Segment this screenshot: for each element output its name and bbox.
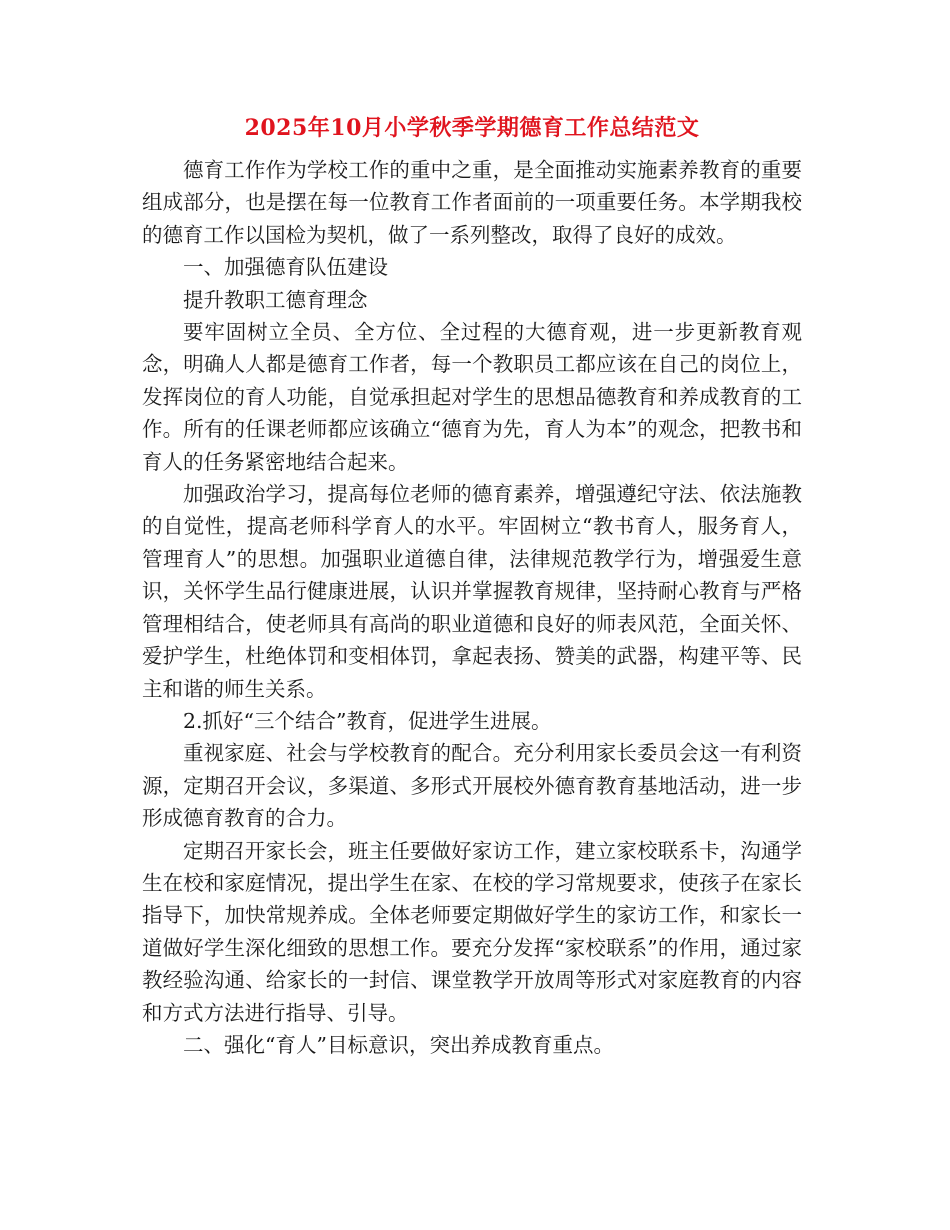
- paragraph-parent-meeting: 定期召开家长会，班主任要做好家访工作，建立家校联系卡，沟通学生在校和家庭情况，提出学生在家、在校的学习常规要求，使孩子在家长指导下，加快常规养成。全体老师要定期做好学生的家访工作，和家长一道做好学生深化细致的思想工作。要充分发挥“家校联系”的作用，通过家教经验沟通、给家长的一封信、课堂教学开放周等形式对家庭教育的内容和方式方法进行指导、引导。: [142, 838, 802, 1025]
- paragraph-intro: 德育工作作为学校工作的重中之重，是全面推动实施素养教育的重要组成部分，也是摆在每一位教育工作者面前的一项重要任务。本学期我校的德育工作以国检为契机，做了一系列整改，取得了良好的成效。: [142, 158, 802, 247]
- subheading-three-combinations: 2.抓好“三个结合”教育，促进学生进展。: [183, 708, 552, 733]
- paragraph-family-society: 重视家庭、社会与学校教育的配合。充分利用家长委员会这一有利资源，定期召开会议，多渠道、多形式开展校外德育教育基地活动，进一步形成德育教育的合力。: [142, 741, 802, 831]
- paragraph-political-study: 加强政治学习，提高每位老师的德育素养，增强遵纪守法、依法施教的自觉性，提高老师科学育人的水平。牢固树立“教书育人，服务育人，管理育人”的思想。加强职业道德自律，法律规范教学行为，增强爱生意识，关怀学生品行健康进展，认识并掌握教育规律，坚持耐心教育与严格管理相结合，使老师具有高尚的职业道德和良好的师表风范，全面关怀、爱护学生，杜绝体罚和变相体罚，拿起表扬、赞美的武器，构建平等、民主和谐的师生关系。: [142, 482, 802, 701]
- document-page: [142, 110, 802, 1061]
- section-heading-2: 二、强化“育人”目标意识，突出养成教育重点。: [183, 1032, 614, 1057]
- paragraph-moral-view: 要牢固树立全员、全方位、全过程的大德育观，进一步更新教育观念，明确人人都是德育工作者，每一个教职员工都应该在自己的岗位上，发挥岗位的育人功能，自觉承担起对学生的思想品德教育和养成教育的工作。所有的任课老师都应该确立“德育为先，育人为本”的观念，把教书和育人的任务紧密地结合起来。: [142, 320, 802, 474]
- section-heading-1: 一、加强德育队伍建设: [183, 255, 388, 280]
- document-title: 2025年10月小学秋季学期德育工作总结范文: [244, 115, 700, 141]
- subheading-teacher-concept: 提升教职工德育理念: [183, 287, 368, 312]
